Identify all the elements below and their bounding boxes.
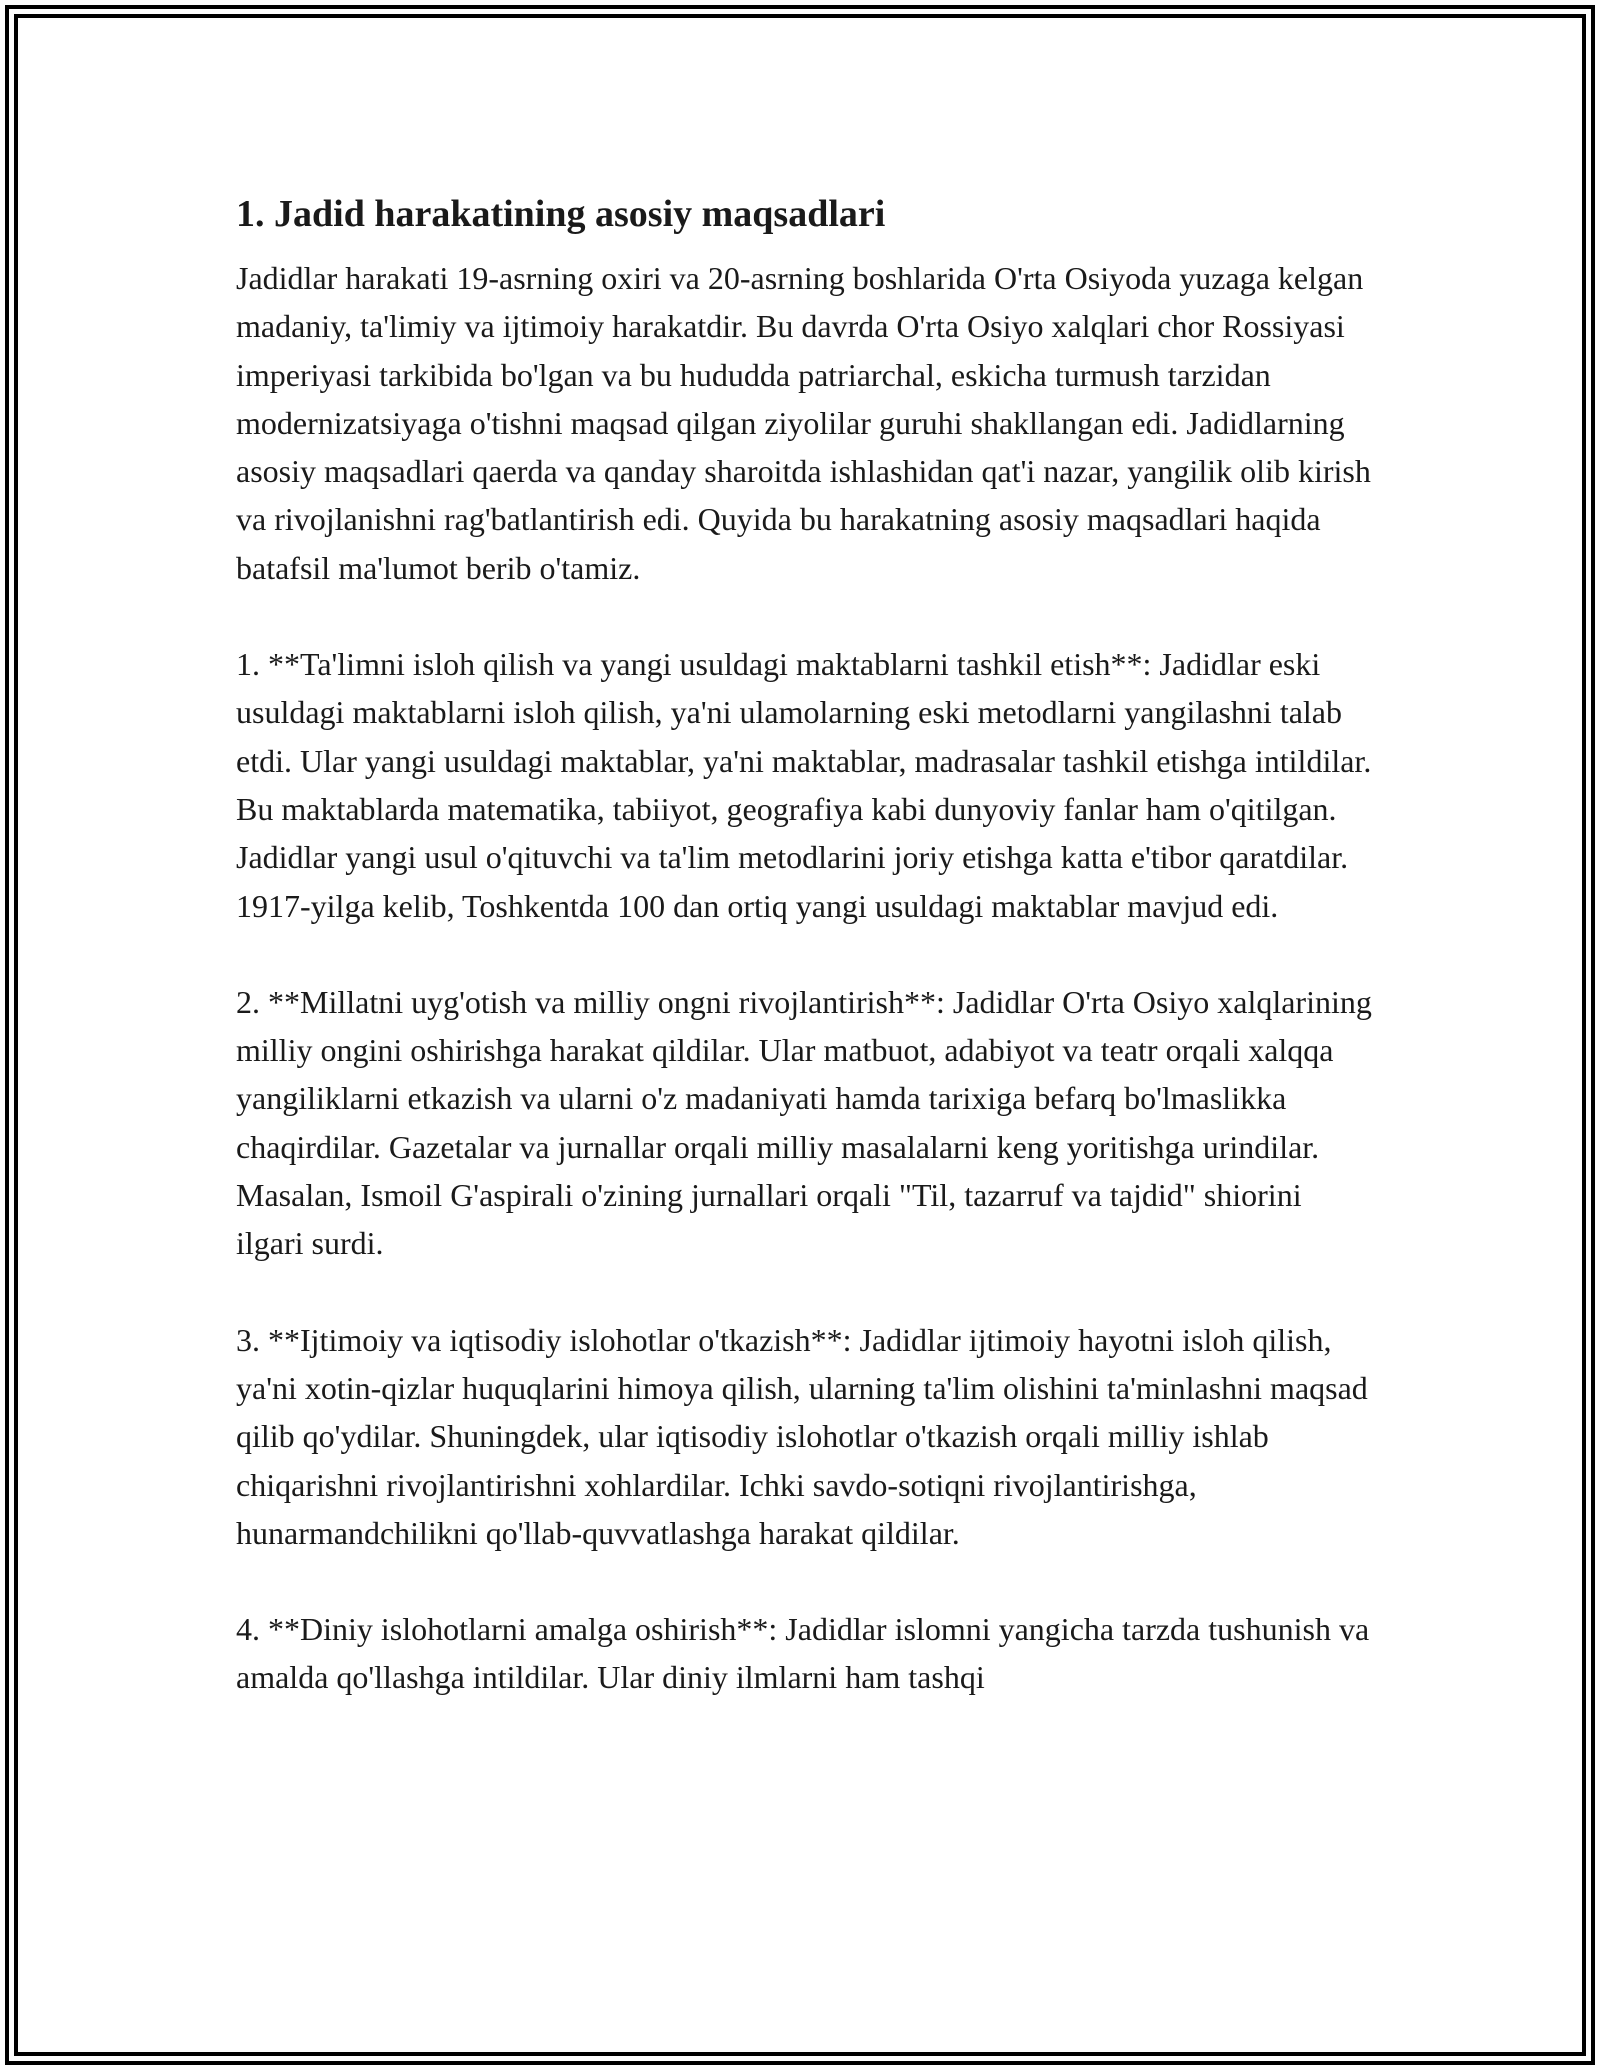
paragraph-item-4: 4. **Diniy islohotlarni amalga oshirish**: Jadidlar islomni yangicha tarzda tushunish va amalda qo'llashga intildilar. Ular diniy ilmlarni ham tashqi (236, 1611, 1370, 1696)
paragraph-item-2: 2. **Millatni uyg'otish va milliy ongni rivojlantirish**: Jadidlar O'rta Osiyo xalqlarining milliy ongini oshirishga harakat qildilar. Ular matbuot, adabiyot va teatr orqali xalqqa yangiliklarni etkazish va ularni o'z madaniyati hamda tarixiga befarq bo'lmaslikka chaqirdilar. Gazetalar va jurnallar orqali milliy masalalarni keng yoritishga urindilar. Masalan, Ismoil G'aspirali o'zining jurnallari orqali "Til, tazarruf va tajdid" shiorini ilgari surdi. (236, 983, 1372, 1262)
paragraph-item-3: 3. **Ijtimoiy va iqtisodiy islohotlar o'tkazish**: Jadidlar ijtimoiy hayotni isloh qilish, ya'ni xotin-qizlar huquqlarini himoya qilish, ularning ta'lim olishini ta'minlashni maqsad qilib qo'ydilar. Shuningdek, ular iqtisodiy islohotlar o'tkazish orqali milliy ishlab chiqarishni rivojlantirishni xohlardilar. Ichki savdo-sotiqni rivojlantirishga, hunarmandchilikni qo'llab-quvvatlashga harakat qildilar. (236, 1321, 1368, 1551)
section-heading: 1. Jadid harakatining asosiy maqsadlari (236, 193, 886, 235)
intro-paragraph: Jadidlar harakati 19-asrning oxiri va 20-asrning boshlarida O'rta Osiyoda yuzaga kelgan madaniy, ta'limiy va ijtimoiy harakatdir. Bu davrda O'rta Osiyo xalqlari chor Rossiyasi imperiyasi tarkibida bo'lgan va bu hududda patriarchal, eskicha turmush tarzidan modernizatsiyaga o'tishni maqsad qilgan ziyolilar guruhi shakllangan edi. Jadidlarning asosiy maqsadlari qaerda va qanday sharoitda ishlashidan qat'i nazar, yangilik olib kirish va rivojlanishni rag'batlantirish edi. Quyida bu harakatning asosiy maqsadlari haqida batafsil ma'lumot berib o'tamiz. (236, 260, 1371, 586)
paragraph-item-1: 1. **Ta'limni isloh qilish va yangi usuldagi maktablarni tashkil etish**: Jadidlar eski usuldagi maktablarni isloh qilish, ya'ni ulamolarning eski metodlarni yangilashni talab etdi. Ular yangi usuldagi maktablar, ya'ni maktablar, madrasalar tashkil etishga intildilar. Bu maktablarda matematika, tabiiyot, geografiya kabi dunyoviy fanlar ham o'qitilgan. Jadidlar yangi usul o'qituvchi va ta'lim metodlarini joriy etishga katta e'tibor qaratdilar. 1917-yilga kelib, Toshkentda 100 dan ortiq yangi usuldagi maktablar mavjud edi. (236, 646, 1372, 924)
document-body (236, 188, 1376, 1750)
